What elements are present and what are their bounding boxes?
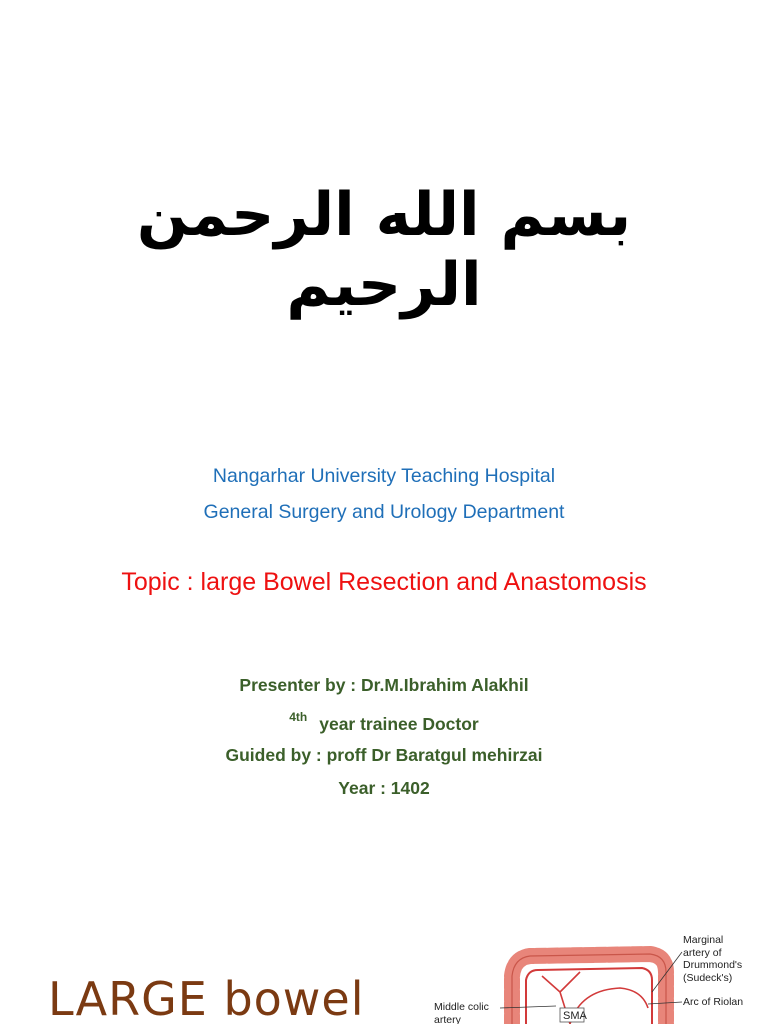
- bismillah-line-1: بسم الله الرحمن: [136, 180, 632, 250]
- year-line: Year : 1402: [338, 778, 430, 798]
- marginal-label-line: Drummond's: [683, 959, 743, 971]
- topic-title: Topic : large Bowel Resection and Anastomosis: [121, 568, 647, 596]
- department-name: General Surgery and Urology Department: [203, 501, 565, 523]
- sma-label: SMA: [563, 1010, 587, 1022]
- trainee-year-superscript: 4th: [289, 710, 308, 724]
- colon-inner-edge: [512, 954, 666, 1024]
- marginal-label-line: artery of: [683, 946, 722, 959]
- middle-colic-label-line: artery: [434, 1013, 461, 1024]
- marginal-label-line: (Sudeck's): [683, 971, 733, 984]
- arc-of-riolan-label: Arc of Riolan: [683, 996, 744, 1008]
- trainee-text: year trainee Doctor: [319, 713, 479, 734]
- colon-outline: [512, 954, 666, 1024]
- bismillah-heading: [60, 180, 708, 320]
- trainee-line: [0, 712, 768, 735]
- colon-blood-supply-figure: [430, 928, 768, 1024]
- guided-by-line: Guided by : proff Dr Baratgul mehirzai: [225, 745, 543, 765]
- institution-name: Nangarhar University Teaching Hospital: [212, 465, 556, 487]
- bismillah-line-2: الرحيم: [286, 250, 482, 320]
- middle-colic-label: [434, 1001, 489, 1024]
- marginal-artery-label: [683, 934, 742, 984]
- next-slide-title: LARGE bowel: [48, 972, 365, 1026]
- marginal-label-line: Marginal: [683, 934, 724, 946]
- middle-colic-label-line: Middle colic: [434, 1001, 489, 1013]
- presenter-line: Presenter by : Dr.M.Ibrahim Alakhil: [239, 675, 529, 695]
